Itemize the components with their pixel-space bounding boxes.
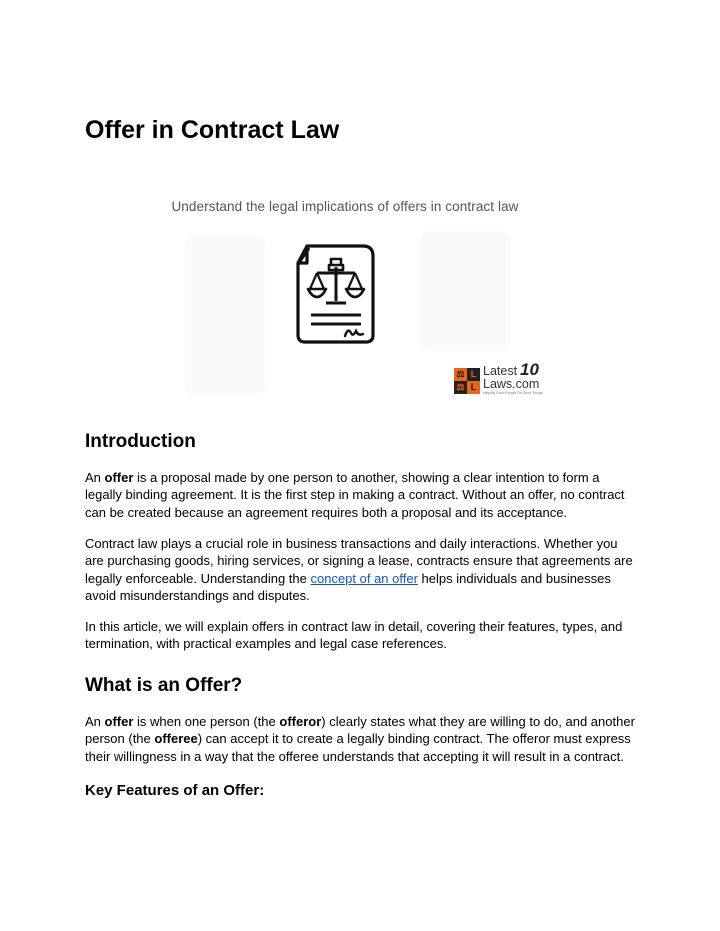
logo-number: 10 [520,360,539,379]
bold-offer: offer [104,470,134,485]
contract-scales-icon [295,243,377,345]
intro-paragraph-1: An offer is a proposal made by one person to another, showing a clear intention to form a legally binding agreement. It is the first step in making a contract. Without an offer, no contract can be created because an agreement requires both a proposal and its acceptance. [85,470,625,520]
concept-of-offer-link[interactable]: concept of an offer [310,570,418,586]
bold-offeror: offeror [279,714,322,729]
bold-offeree: offeree [154,731,198,747]
intro-paragraph-3: In this article, we will explain offers in contract law in detail, covering their features, types, and termination, with practical examples and legal case references. [85,619,623,652]
what-paragraph: An offer is when one person (the offeror) clearly states what they are willing to do, and another person (the offeree) can accept it to create a legally binding contract. The offeror must express their willingness in a way that the offeree understands that accepting it will result in a contract. [85,714,635,764]
hero-ghost-left [185,235,265,395]
bold-offer: offer [104,714,134,729]
intro-paragraph-2: Contract law plays a crucial role in business transactions and daily interactions. Whether you are purchasing goods, hiring services, or signing a lease, contracts ensure that agreements are legally enforceable. Understanding the concept of an offer helps individuals and businesses avoid misunderstandings and disputes. [85,536,633,603]
logo-grid-icon: ⚖ L ⚖ L [454,368,480,394]
logo-text: Latest Laws.com [483,364,540,391]
heading-what-is-an-offer: What is an Offer? [85,675,243,696]
hero-image [165,195,565,410]
heading-introduction: Introduction [85,431,196,452]
hero-ghost-right [420,231,510,351]
latestlaws-logo [454,360,546,395]
page-title: Offer in Contract Law [85,116,340,144]
heading-key-features: Key Features of an Offer: [85,782,265,799]
logo-tagline: Helping Good People Do Good Things [483,391,543,395]
hero-caption: Understand the legal implications of offers in contract law [171,199,519,214]
